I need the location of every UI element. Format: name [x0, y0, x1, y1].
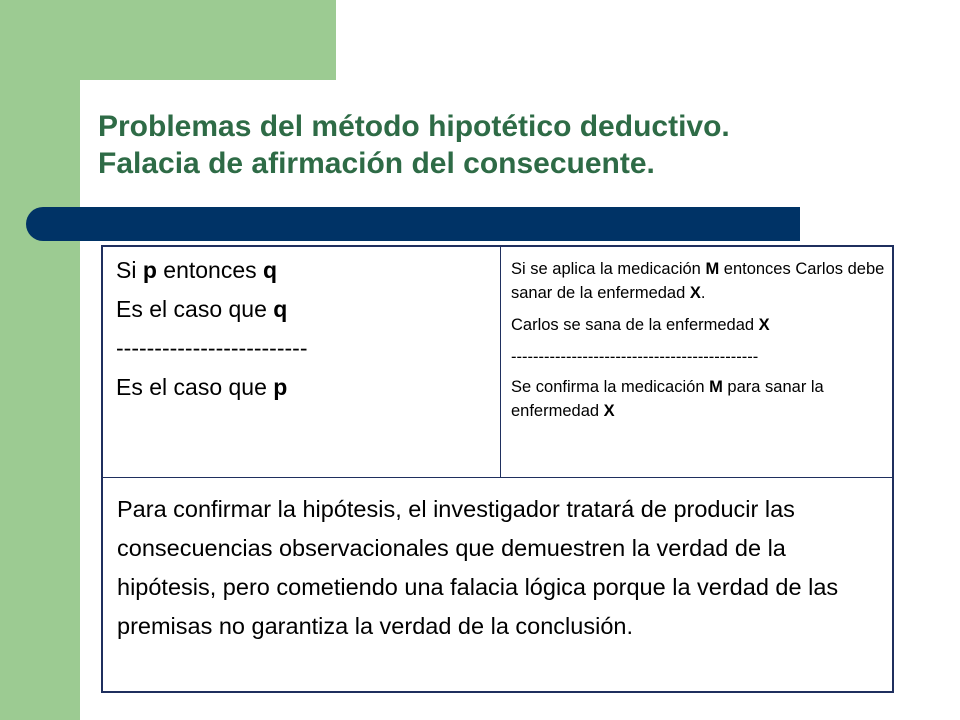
text: Si — [116, 257, 143, 283]
example-premise-2 — [511, 313, 886, 337]
green-side-band — [0, 0, 80, 720]
example-argument-cell — [501, 247, 892, 477]
var-x: X — [689, 284, 701, 302]
text: entonces Carlos debe sanar de la enfermedad — [511, 260, 885, 302]
example-premise-1 — [511, 257, 886, 305]
title-line-1: Problemas del método hipotético deductivo. — [98, 110, 730, 143]
var-p: p — [142, 257, 157, 283]
text: entonces — [156, 257, 264, 283]
example-conclusion — [511, 375, 886, 423]
text: Es el caso que — [116, 374, 274, 400]
premise-2 — [116, 296, 500, 323]
text: Se confirma la medicación — [511, 378, 710, 396]
title-line-2: Falacia de afirmación del consecuente. — [98, 147, 655, 180]
var-x: X — [758, 316, 770, 334]
var-q: q — [273, 296, 288, 322]
text: Carlos se sana de la enfermedad — [511, 316, 759, 334]
text: para sanar la enfermedad — [511, 378, 824, 420]
divider-dashes: ------------------------- — [116, 335, 308, 361]
slide-title — [98, 108, 918, 182]
text: . — [700, 284, 706, 302]
text: Es el caso que — [116, 296, 274, 322]
conclusion — [116, 374, 500, 401]
premise-1 — [116, 257, 500, 284]
explanation-text: Para confirmar la hipótesis, el investigador tratará de producir las consecuencias observacionales que demuestren la verdad de la hipótesis, pero cometiendo una falacia lógica porque la verdad de las premisas no garantiza la verdad de la conclusión. — [117, 496, 839, 639]
title-underline-bar — [26, 207, 800, 241]
var-q: q — [263, 257, 278, 283]
example-divider-dashes: --------------------------------------------- — [511, 348, 759, 366]
var-p: p — [273, 374, 288, 400]
text: Si se aplica la medicación — [511, 260, 706, 278]
var-m: M — [709, 378, 723, 396]
green-top-block — [80, 0, 336, 80]
var-m: M — [705, 260, 720, 278]
var-x: X — [603, 402, 615, 420]
abstract-argument-cell — [103, 247, 501, 477]
content-table — [101, 245, 894, 693]
explanation-cell — [103, 477, 892, 691]
